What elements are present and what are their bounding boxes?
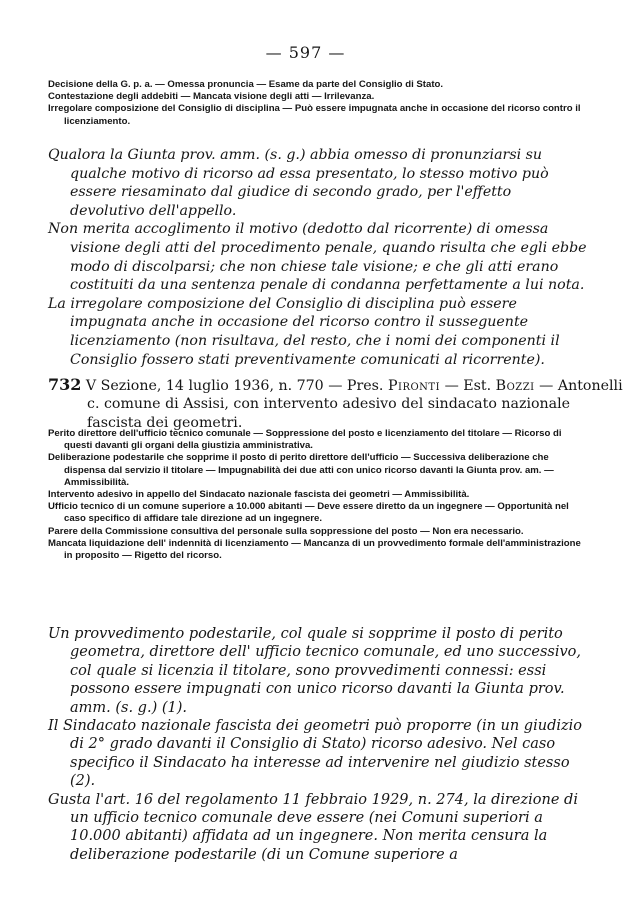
note-paragraph: Gusta l'art. 16 del regolamento 11 febbraio 1929, n. 274, la direzione di un ufficio tecnico comunale deve essere (nei Comuni superiori a 10.000 abitanti) affidata ad un ingegnere. Non merita censura la deliberazione podestarile (di un Comune superiore a (48, 791, 578, 863)
note-paragraph: Un provvedimento podestarile, col quale si sopprime il posto di perito geometra, direttore dell' ufficio tecnico comunale, ed uno successivo, col quale si licenzia il titolare, sono provvedimenti connessi: essi possono essere impugnati con unico ricorso davanti la Giunta prov. amm. (s. g.) (1). (48, 626, 582, 716)
case-header (48, 376, 627, 432)
maxim: Decisione della G. p. a. — Omessa pronuncia — Esame da parte del Consiglio di Stato. (48, 79, 444, 90)
est-label: — Est. (444, 378, 492, 394)
note-paragraph: Qualora la Giunta prov. amm. (s. g.) abbia omesso di pronunziarsi su qualche motivo di ricorso ad essa presentato, lo stesso motivo può essere riesaminato dal giudice di secondo grado, per l'effetto devolutivo dell'appello. (48, 147, 549, 219)
maxim: Deliberazione podestarile che sopprime il posto di perito direttore dell'ufficio — Successiva deliberazione che dispensa dal servizio il titolare — Impugnabilità dei due atti con unico ricorso davanti la Giunta prov. am. — Ammissibilità. (48, 452, 554, 488)
section-2-notes (48, 625, 588, 864)
maxim: Intervento adesivo in appello del Sindacato nazionale fascista dei geometri — Ammissibilità. (48, 489, 470, 501)
maxim: Ufficio tecnico di un comune superiore a 10.000 abitanti — Deve essere diretto da un ingegnere — Opportunità nel caso specifico di affidare tale direzione ad un ingegnere. (48, 501, 569, 525)
maxim: Contestazione degli addebiti — Mancata visione degli atti — Irrilevanza. (48, 91, 375, 103)
maxim: Irregolare composizione del Consiglio di disciplina — Può essere impugnata anche in occasione del ricorso contro il licenziamento. (48, 103, 581, 127)
case-parties: — Antonelli c. comune di Assisi, con intervento adesivo del sindacato nazionale fascista dei geometri. (87, 378, 623, 431)
maxim: Perito direttore dell'ufficio tecnico comunale — Soppressione del posto e licenziamento del titolare — Ricorso di questi davanti gli organi della giustizia amministrativa. (48, 428, 562, 452)
note-paragraph: La irregolare composizione del Consiglio di disciplina può essere impugnata anche in occasione del ricorso contro il susseguente licenziamento (non risultava, del resto, che i nomi dei componenti il Consiglio fossero stati preventivamente comunicati al ricorrente). (48, 295, 560, 368)
case-intro: V Sezione, 14 luglio 1936, n. 770 — Pres. (85, 378, 384, 394)
note-paragraph: Il Sindacato nazionale fascista dei geometri può proporre (in un giudizio di 2° grado davanti il Consiglio di Stato) ricorso adesivo. Nel caso specifico il Sindacato ha interesse ad intervenire nel giudizio stesso (2). (48, 718, 582, 790)
president-name: Pironti (387, 378, 441, 394)
page-number: — 597 — (265, 43, 346, 62)
maxim: Parere della Commissione consultiva del personale sulla soppressione del posto — Non era necessario. (48, 525, 524, 537)
case-number: 732 (48, 375, 82, 394)
section-1-maxims (48, 79, 588, 128)
maxim: Mancata liquidazione dell' indennità di licenziamento — Mancanza di un provvedimento formale dell'amministrazione in proposito — Rigetto del ricorso. (48, 537, 581, 562)
section-2-maxims (48, 428, 588, 562)
note-paragraph: Non merita accoglimento il motivo (dedotto dal ricorrente) di omessa visione degli atti del procedimento penale, quando risulta che egli ebbe modo di discolparsi; che non chiese tale visione; e che gli atti erano costituiti da una sentenza penale di condanna perfettamente a lui nota. (48, 221, 587, 294)
extensor-name: Bozzi (495, 378, 535, 394)
section-1-notes (48, 146, 588, 369)
